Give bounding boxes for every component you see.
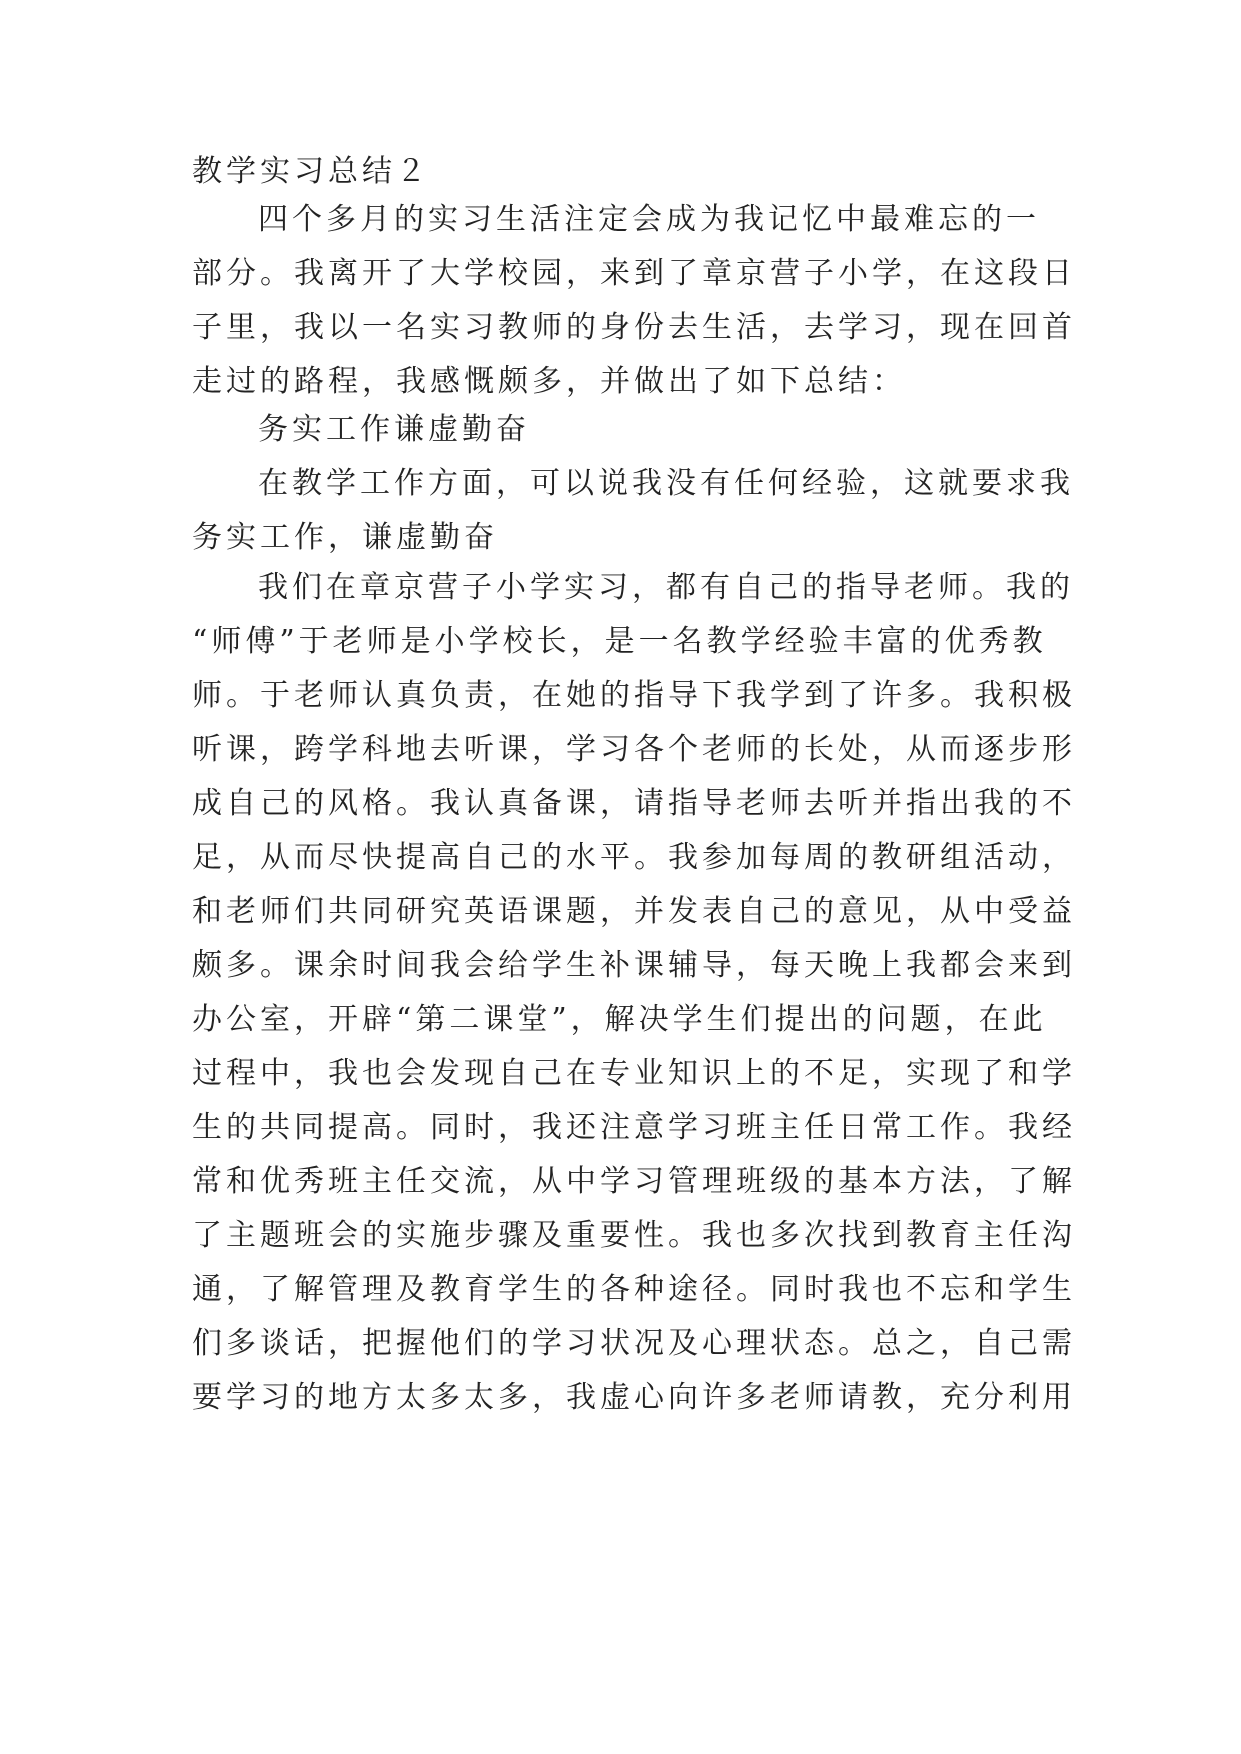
paragraph-line: 了主题班会的实施步骤及重要性。我也多次找到教育主任沟 — [192, 1218, 1076, 1253]
paragraph-line: 四个多月的实习生活注定会成为我记忆中最难忘的一 — [258, 202, 1040, 237]
paragraph-line: 我们在章京营子小学实习，都有自己的指导老师。我的 — [258, 570, 1074, 605]
section-heading: 务实工作谦虚勤奋 — [258, 412, 530, 447]
paragraph-line: 生的共同提高。同时，我还注意学习班主任日常工作。我经 — [192, 1110, 1076, 1145]
paragraph-line: 过程中，我也会发现自己在专业知识上的不足，实现了和学 — [192, 1056, 1076, 1091]
paragraph-line: 通，了解管理及教育学生的各种途径。同时我也不忘和学生 — [192, 1272, 1076, 1307]
paragraph-line: 部分。我离开了大学校园，来到了章京营子小学，在这段日 — [192, 256, 1076, 291]
paragraph-line: 办公室，开辟“第二课堂”，解决学生们提出的问题，在此 — [192, 1002, 1047, 1037]
paragraph-line: 听课，跨学科地去听课，学习各个老师的长处，从而逐步形 — [192, 732, 1076, 767]
paragraph-line: “师傅”于老师是小学校长，是一名教学经验丰富的优秀教 — [192, 624, 1047, 659]
paragraph-line: 子里，我以一名实习教师的身份去生活，去学习，现在回首 — [192, 310, 1076, 345]
paragraph-line: 颇多。课余时间我会给学生补课辅导，每天晚上我都会来到 — [192, 948, 1076, 983]
paragraph-line: 足，从而尽快提高自己的水平。我参加每周的教研组活动， — [192, 840, 1076, 875]
paragraph-line: 走过的路程，我感慨颇多，并做出了如下总结： — [192, 364, 906, 399]
paragraph-line: 在教学工作方面，可以说我没有任何经验，这就要求我 — [258, 466, 1074, 501]
paragraph-line: 成自己的风格。我认真备课，请指导老师去听并指出我的不 — [192, 786, 1076, 821]
paragraph-line: 和老师们共同研究英语课题，并发表自己的意见，从中受益 — [192, 894, 1076, 929]
paragraph-line: 务实工作，谦虚勤奋 — [192, 520, 498, 555]
paragraph-line: 要学习的地方太多太多，我虚心向许多老师请教，充分利用 — [192, 1380, 1076, 1415]
paragraph-line: 常和优秀班主任交流，从中学习管理班级的基本方法，了解 — [192, 1164, 1076, 1199]
paragraph-line: 们多谈话，把握他们的学习状况及心理状态。总之，自己需 — [192, 1326, 1076, 1361]
paragraph-line: 师。于老师认真负责，在她的指导下我学到了许多。我积极 — [192, 678, 1076, 713]
document-title: 教学实习总结２ — [192, 154, 430, 189]
